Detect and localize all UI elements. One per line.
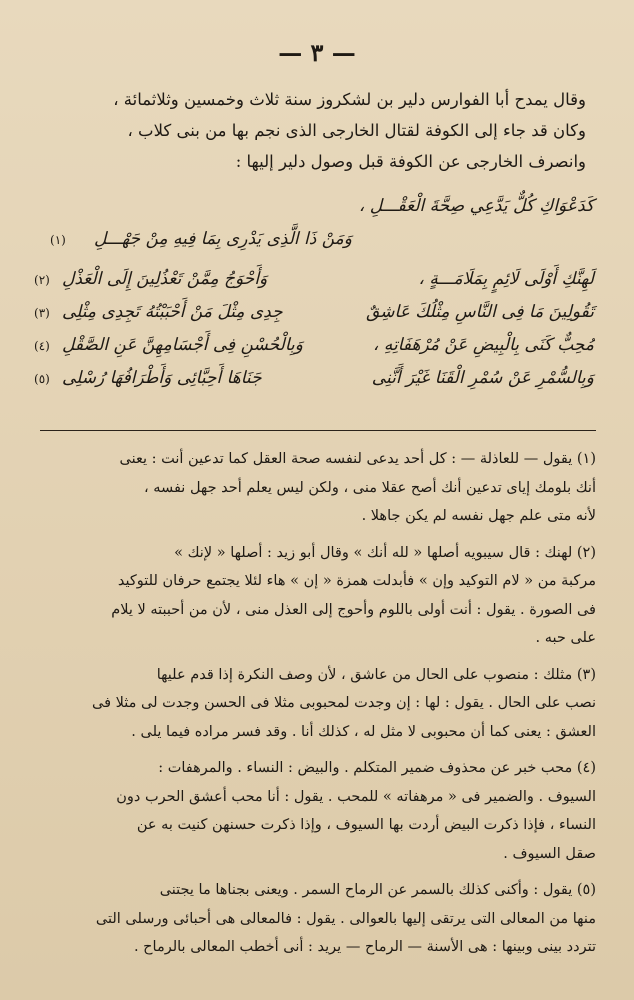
footnote-line: (٤) محب خبر عن محذوف ضمير المتكلم . والبيض : النساء . والمرهفات : [158,760,596,776]
footnote-5 [40,876,596,962]
footnote-3 [40,661,596,747]
footnote-1 [40,445,596,531]
footnote-line: السيوف . والضمير فى « مرهفاته » للمحب . يقول : أنا محب أعشق الحرب دون [116,788,596,805]
verse-line [34,269,600,302]
verse-hemistich: وَمَنْ ذَا الَّذِى يَدْرِى بِمَا فِيهِ مِنْ جَهْـــلِ [94,229,352,249]
footnote-line: العشق : يعنى كما أن محبوبى لا مثل له ، كذلك أنا . وقد فسر مراده فيما يلى . [131,723,596,740]
footnote-line: (٣) مثلك : منصوب على الحال من عاشق ، لأن وصف النكرة إذا قدم عليها [156,666,596,683]
poem-verses [34,196,600,401]
footnote-line: نصب على الحال . يقول : لها : إن وجدت لمحبوبى مثلا فى الحسن وجدت لى مثلا فى [92,695,596,711]
footnote-marker: (٤) [34,339,50,353]
verse-hemistich: مُحِبٌّ كَنَى بِالْبِيضِ عَنْ مُرْهَفَاتِهِ ، [372,335,594,355]
page-number: — ٣ — [278,38,356,67]
footnote-line: مركبة من « لام التوكيد وإن » فأبدلت همزة « إن » هاء لئلا يجتمع حرفان للتوكيد [117,573,596,589]
verse-hemistich: جِدِى مِثْلَ مَنْ أَحْبَبْتُهُ تَجِدِى مِثْلِى [62,302,283,322]
footnote-divider [40,430,596,431]
verse-hemistich: لَهِنَّكِ أَوْلَى لَائِمٍ بِمَلَامَـــةٍ ، [418,269,594,289]
intro-line: وكان قد جاء إلى الكوفة لقتال الخارجى الذى نجم بها من بنى كلاب ، [127,121,586,140]
verse-hemistich: وَبِالسُّمْرِ عَنْ سُمْرِ الْقَنَا غَيْرَ أَنَّنِى [371,368,594,388]
footnote-marker: (٥) [34,372,50,386]
verse-hemistich: وَأَحْوَجُ مِمَّنْ تَعْذُلِينَ إِلَى الْعَذْلِ [62,269,268,289]
footnote-line: منها من المعالى التى يرتقى إليها بالعوالى . يقول : فالمعالى هى أحبائى ورسلى التى [95,910,596,927]
footnote-marker: (١) [50,233,66,247]
footnote-2 [40,539,596,653]
verse-hemistich: جَنَاهَا أَحِبَّائِى وَأَطْرَافُهَا رُسْلِى [62,368,262,388]
footnote-line: فى الصورة . يقول : أنت أولى باللوم وأحوج إلى العذل منى ، لأن من أحببته لا يلام [111,601,596,618]
verse-line [34,302,600,335]
verse-hemistich: وَبِالْحُسْنِ فِى أَجْسَامِهِنَّ عَنِ الصَّقْلِ [62,335,303,355]
verse-line [34,368,600,401]
footnote-line: (١) يقول — للعاذلة — : كل أحد يدعى لنفسه صحة العقل كما تدعين أنت : يعنى [119,451,596,467]
footnote-line: (٢) لهنك : قال سيبويه أصلها « لله أنك » وقال أبو زيد : أصلها « لإنك » [174,544,596,561]
footnote-marker: (٢) [34,273,50,287]
footnote-line: أنك بلومك إياى تدعين أنك أصح عقلا منى ، ولكن ليس يعلم أحد جهل نفسه ، [143,479,596,496]
verse-hemistich: تَقُولِينَ مَا فِى النَّاسِ مِثْلُكَ عَاشِقٌ [366,302,594,322]
intro-line: وقال يمدح أبا الفوارس دلير بن لشكروز سنة ثلاث وخمسين وثلاثمائة ، [113,90,586,109]
footnotes [40,445,596,970]
verse-line [34,335,600,368]
verse-line [40,229,600,269]
footnote-4 [40,754,596,868]
footnote-line: النساء ، فإذا ذكرت البيض أردت بها السيوف ، وإذا ذكرت حسنهن كنيت به عن [136,817,596,833]
footnote-line: لأنه متى علم جهل نفسه لم يكن جاهلا . [361,508,596,524]
intro-line: وانصرف الخارجى عن الكوفة قبل وصول دلير إليها : [235,152,586,171]
footnote-line: (٥) يقول : وأكنى كذلك بالسمر عن الرماح السمر . ويعنى بجناها ما يجتنى [159,882,596,898]
verse-line [40,196,600,229]
footnote-line: صقل السيوف . [503,845,596,862]
footnote-marker: (٣) [34,306,50,320]
footnote-line: على حبه . [535,630,596,646]
verse-hemistich: كَدَعْوَاكِ كُلٌّ يَدَّعِي صِحَّةَ الْعَقْـــلِ ، [358,196,594,216]
poem-introduction [46,84,586,177]
footnote-line: تتردد بينى وبينها : هى الأسنة — الرماح — يريد : أنى أخطب المعالى بالرماح . [133,939,596,955]
